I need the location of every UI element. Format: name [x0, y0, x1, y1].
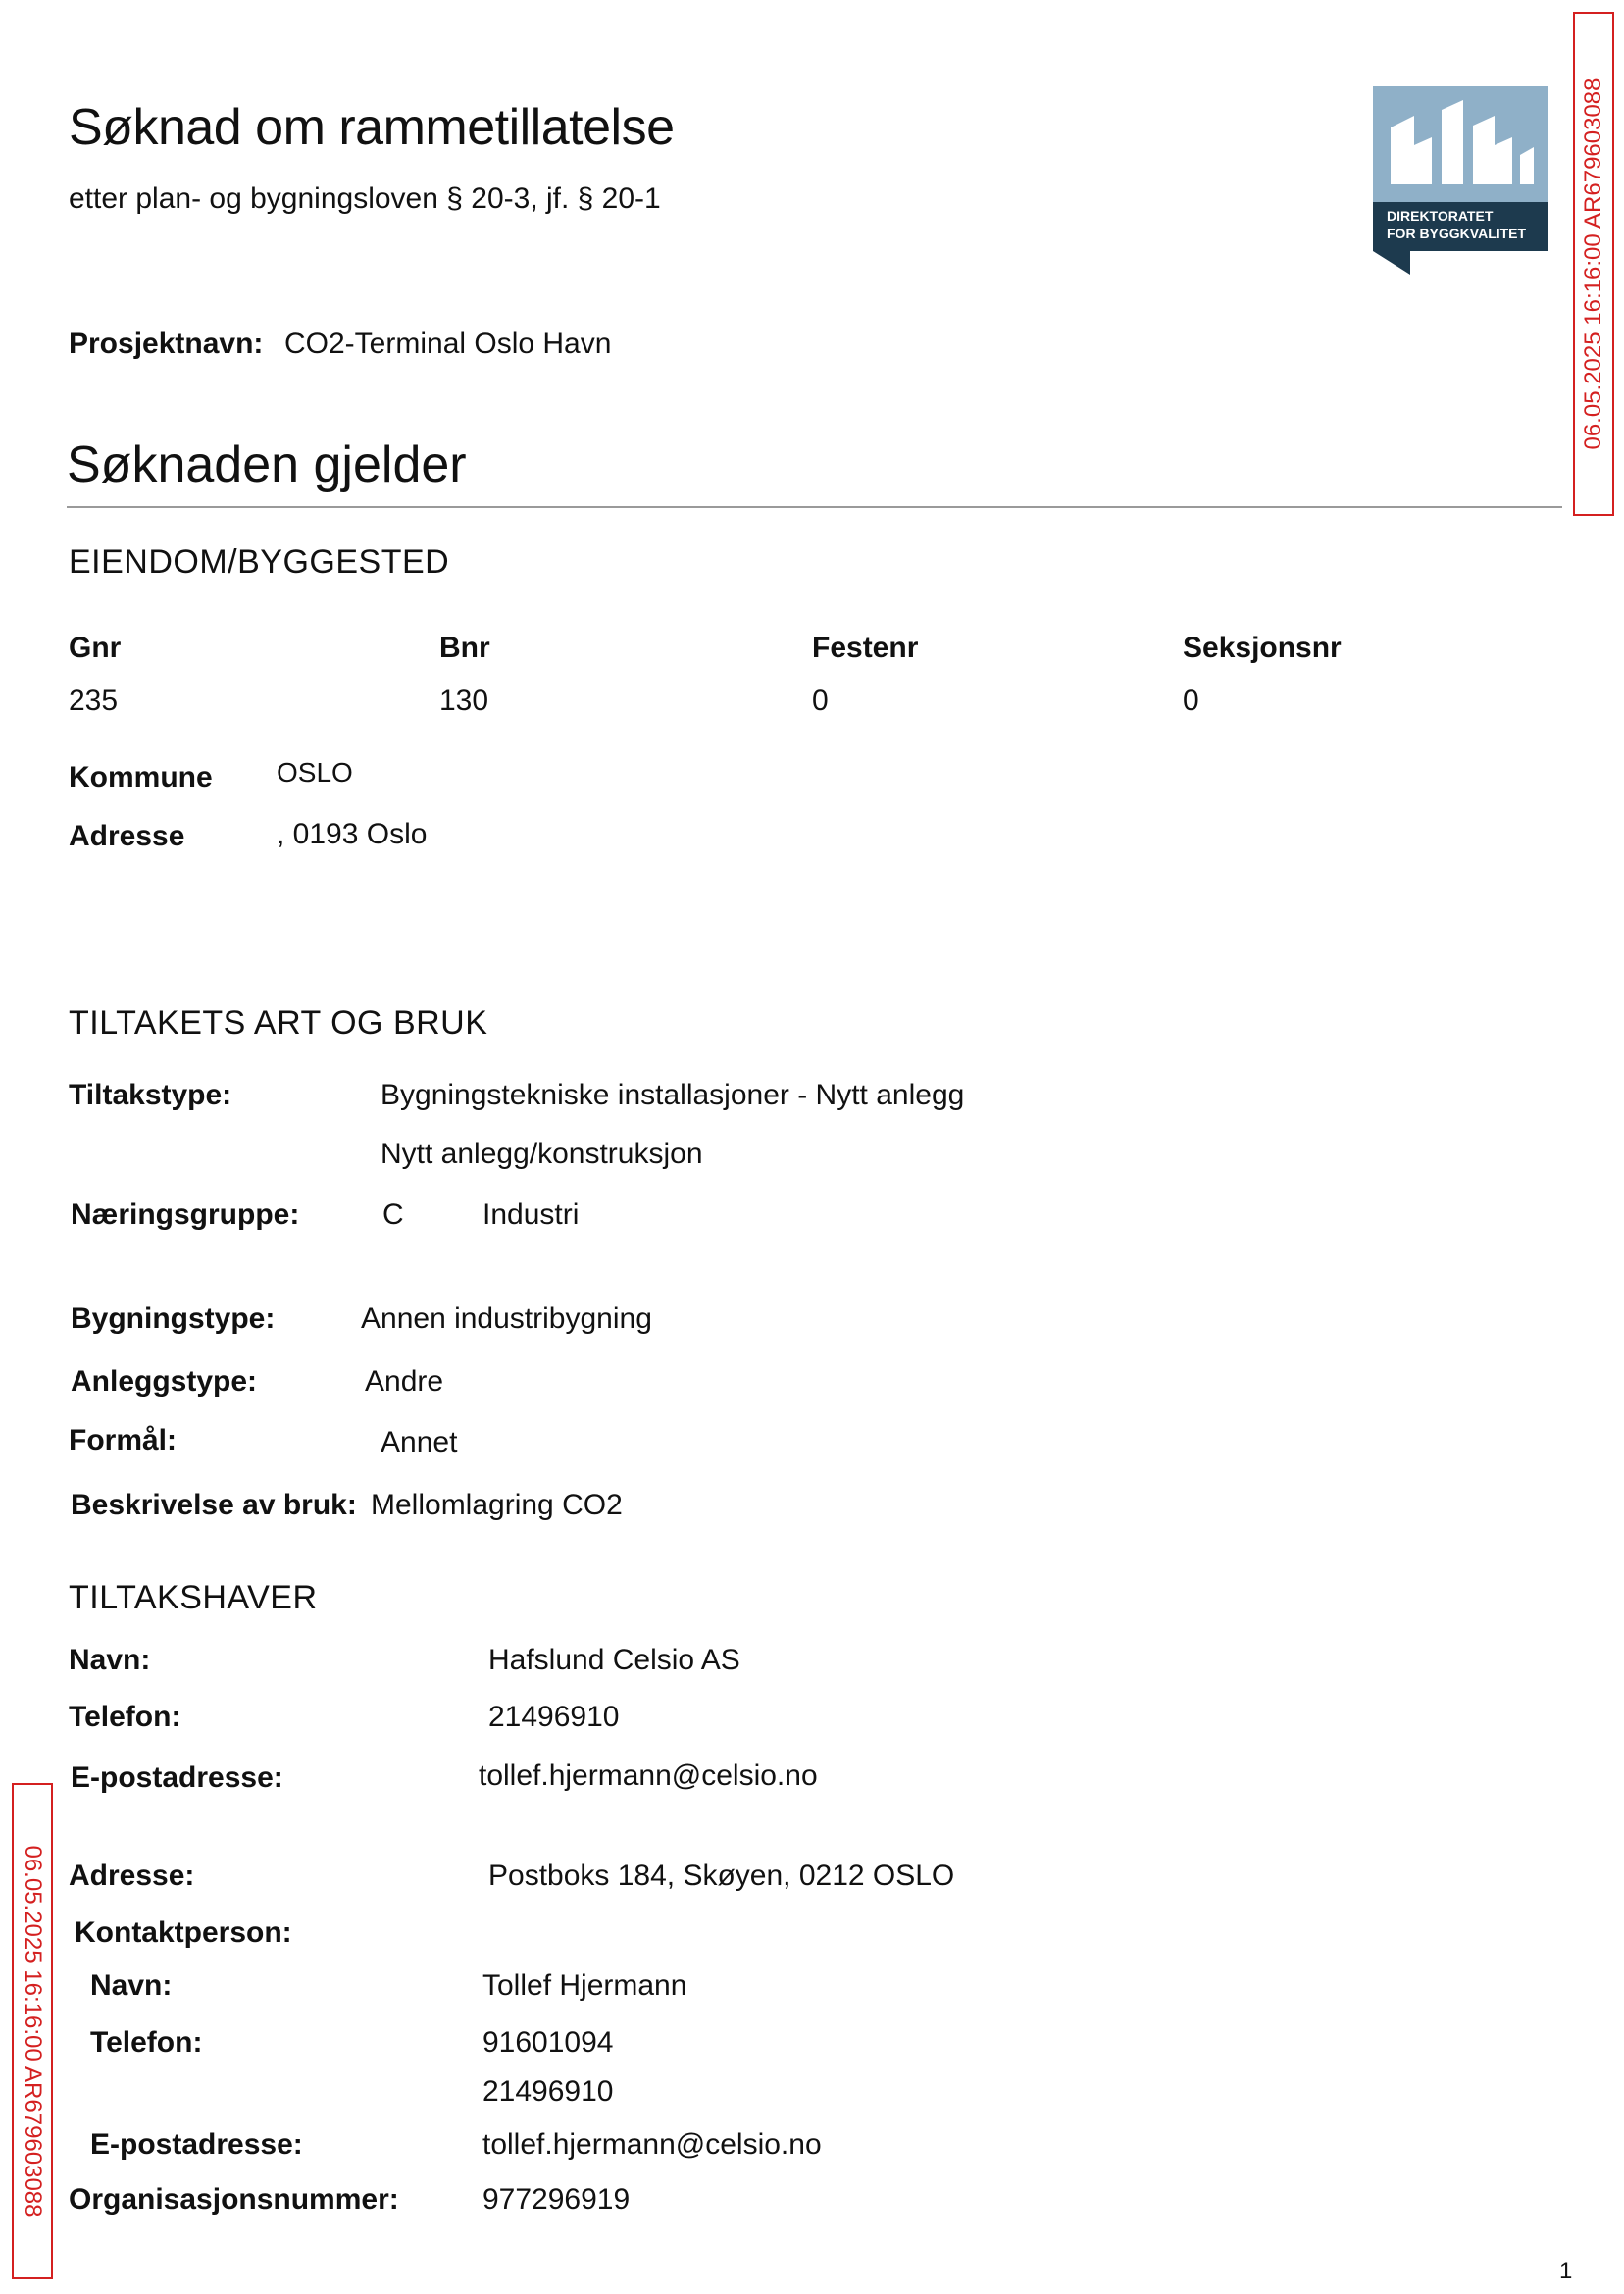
kontakt-epost-value: tollef.hjermann@celsio.no	[482, 2128, 822, 2161]
section-divider	[67, 506, 1562, 508]
tiltakshaver-telefon-value: 21496910	[488, 1701, 620, 1733]
adresse-label: Adresse	[69, 820, 185, 852]
adresse-value: , 0193 Oslo	[277, 818, 428, 850]
page-number: 1	[1559, 2258, 1573, 2284]
receipt-stamp-bottom	[12, 1783, 53, 2279]
tiltakshaver-navn-value: Hafslund Celsio AS	[488, 1644, 740, 1676]
anleggstype-label: Anleggstype:	[71, 1365, 258, 1398]
beskrivelse-label: Beskrivelse av bruk:	[71, 1489, 357, 1521]
naeringsgruppe-code: C	[382, 1198, 404, 1231]
tiltakstype-label: Tiltakstype:	[69, 1079, 232, 1111]
seksjonsnr-value: 0	[1183, 685, 1199, 717]
gnr-label: Gnr	[69, 632, 122, 664]
tiltakshaver-epost-value: tollef.hjermann@celsio.no	[479, 1759, 818, 1792]
anleggstype-value: Andre	[365, 1365, 444, 1398]
tiltakstype-value-2: Nytt anlegg/konstruksjon	[381, 1138, 703, 1170]
kontakt-epost-label: E-postadresse:	[90, 2128, 303, 2161]
kommune-label: Kommune	[69, 761, 213, 793]
gnr-value: 235	[69, 685, 119, 717]
tiltakshaver-epost-label: E-postadresse:	[71, 1761, 283, 1794]
beskrivelse-value: Mellomlagring CO2	[371, 1489, 623, 1521]
seksjonsnr-label: Seksjonsnr	[1183, 632, 1342, 664]
naeringsgruppe-value: Industri	[482, 1198, 580, 1231]
receipt-stamp-bottom-text: 06.05.2025 16:16:00 AR679603088	[20, 1845, 46, 2218]
section-title: Søknaden gjelder	[67, 436, 467, 493]
festenr-label: Festenr	[812, 632, 919, 664]
document-title: Søknad om rammetillatelse	[69, 99, 675, 156]
project-label: Prosjektnavn:	[69, 328, 264, 360]
kontakt-telefon-value-2: 21496910	[482, 2075, 614, 2108]
tiltakstype-value-1: Bygningstekniske installasjoner - Nytt anlegg	[381, 1079, 965, 1111]
tiltakshaver-adresse-label: Adresse:	[69, 1860, 195, 1892]
bnr-value: 130	[439, 685, 489, 717]
orgnr-label: Organisasjonsnummer:	[69, 2183, 399, 2216]
bnr-label: Bnr	[439, 632, 490, 664]
tiltakshaver-adresse-value: Postboks 184, Skøyen, 0212 OSLO	[488, 1860, 955, 1892]
bygningstype-value: Annen industribygning	[361, 1302, 652, 1335]
kontakt-telefon-label: Telefon:	[90, 2026, 203, 2059]
dibk-logo-graphic	[1373, 86, 1548, 275]
kontakt-telefon-value-1: 91601094	[482, 2026, 614, 2059]
logo-text-line1: DIREKTORATET	[1387, 208, 1494, 224]
tiltakshaver-telefon-label: Telefon:	[69, 1701, 181, 1733]
kontakt-navn-value: Tollef Hjermann	[482, 1969, 687, 2002]
dibk-logo	[1373, 86, 1548, 275]
document-subtitle: etter plan- og bygningsloven § 20-3, jf. § 20-1	[69, 182, 661, 215]
festenr-value: 0	[812, 685, 829, 717]
receipt-stamp-top	[1573, 12, 1614, 516]
property-heading: EIENDOM/BYGGESTED	[69, 543, 450, 581]
logo-text-line2: FOR BYGGKVALITET	[1387, 226, 1527, 241]
kommune-value: OSLO	[277, 757, 353, 788]
project-value: CO2-Terminal Oslo Havn	[284, 328, 612, 360]
formal-label: Formål:	[69, 1424, 178, 1456]
kontakt-navn-label: Navn:	[90, 1969, 173, 2002]
orgnr-value: 977296919	[482, 2183, 631, 2216]
tiltakshaver-heading: TILTAKSHAVER	[69, 1579, 318, 1616]
kontaktperson-label: Kontaktperson:	[75, 1916, 292, 1949]
tiltakshaver-navn-label: Navn:	[69, 1644, 151, 1676]
receipt-stamp-top-text: 06.05.2025 16:16:00 AR679603088	[1580, 77, 1606, 450]
tiltak-heading: TILTAKETS ART OG BRUK	[69, 1004, 488, 1042]
formal-value: Annet	[381, 1426, 458, 1458]
naeringsgruppe-label: Næringsgruppe:	[71, 1198, 300, 1231]
bygningstype-label: Bygningstype:	[71, 1302, 276, 1335]
